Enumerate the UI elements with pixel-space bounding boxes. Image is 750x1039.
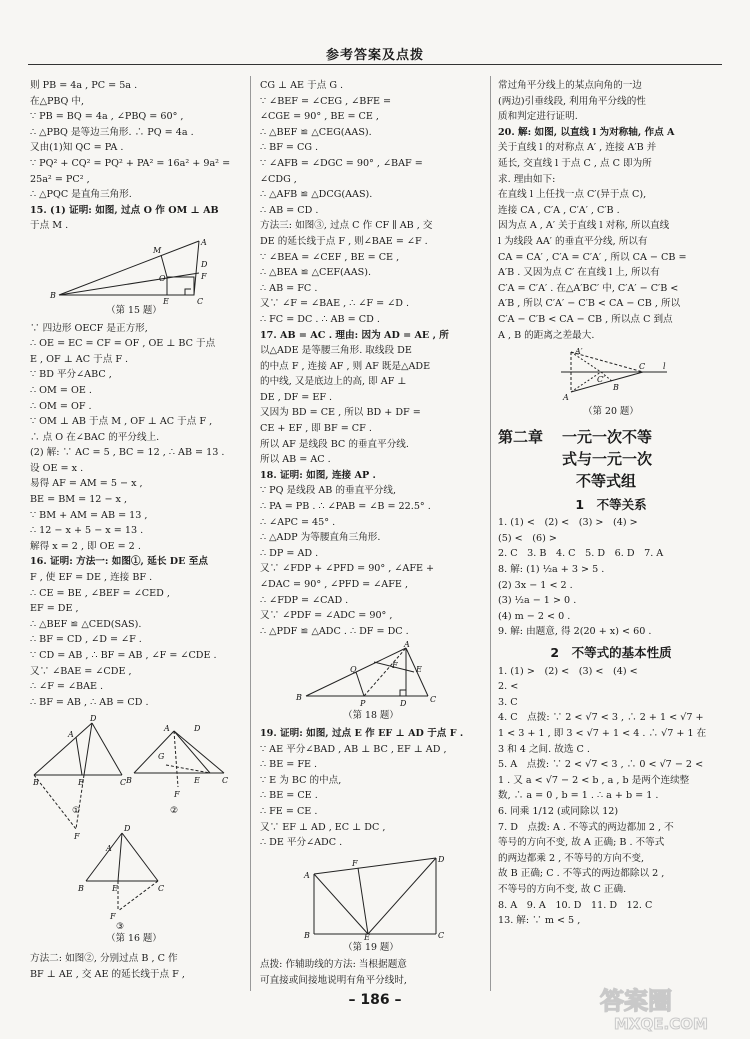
text-line: ∴ △PDF ≌ △ADC . ∴ DF = DC . [260,625,409,637]
label-F: F [174,790,180,800]
question-number-line: 16. 证明: 方法一: 如图①, 延长 DE 至点 [30,556,208,568]
label-F: F [392,661,398,671]
answer-block [498,515,724,640]
label-A: A [164,724,170,734]
label-B: B [33,778,39,788]
text-line: (3) ½a − 1 > 0 . [498,595,577,607]
text-line: BF ⊥ AE , 交 AE 的延长线于点 F , [30,968,185,980]
text-line: 又∵ ∠BAE = ∠CDE , [30,665,132,677]
question-number-line: 20. 解: 如图, 以直线 l 为对称轴, 作点 A [498,126,675,138]
text-line: 连接 CA , C′A , C′A′ , C′B . [498,204,620,216]
text-line: ∴ △BEF ≌ △CED(SAS). [30,618,142,630]
text-line: 关于直线 l 的对称点 A′ , 连接 A′B 并 [498,142,657,154]
column-divider [490,76,491,991]
section-title-2: 2 不等式的基本性质 [550,645,672,661]
text-line: 解得 x = 2 , 即 OE = 2 . [30,540,141,552]
label-A: A [404,640,410,650]
text-line: 于点 M . [30,220,69,232]
text-line: 1. (1) > (2) < (3) < (4) < [498,665,638,677]
text-line: ∵ PQ² + CQ² = PQ² + PA² = 16a² + 9a² = [30,157,231,169]
text-line: 质和判定进行证明. [498,111,578,123]
text-line: ∴ BF = CG . [260,142,319,154]
text-line: ∴ ∠FDP = ∠CAD . [260,594,349,606]
label-E: E [163,296,169,306]
label-A: A [201,237,207,247]
text-line: 在△PBQ 中, [30,95,85,107]
label-C: C [430,695,437,705]
text-line: ∴ △BEA ≌ △CEF(AAS). [260,267,371,279]
text-line: ∵ 四边形 OECF 是正方形, [30,322,148,334]
text-line: 数, ∴ a = 0 , b = 1 . ∴ a + b = 1 . [498,790,659,802]
label-B: B [304,930,310,940]
watermark-text: 答案圈 [600,987,672,1015]
answer-block [260,78,482,639]
text-line: 1 . 又 a < √7 − 2 < b , a , b 是两个连续整 [498,774,690,786]
text-line: 的中线, 又是底边上的高, 即 AF ⊥ [260,376,407,388]
text-line: 的两边都乘 2 , 不等号的方向不变, [498,852,645,864]
answer-block [30,78,238,234]
text-line: ∴ △AFB ≌ △DCG(AAS). [260,189,373,201]
text-line: ∠CDG , [260,173,297,185]
text-line: ∵ CD = AB , ∴ BF = AB , ∠F = ∠CDE . [30,650,217,661]
page-number: – 186 – [348,992,402,1008]
label-E: E [112,884,118,894]
text-line: ∴ DE 平分∠ADC . [260,837,343,849]
text-line: ∴ △BEF ≌ △CEG(AAS). [260,126,372,138]
page-header [0,0,750,66]
label-B: B [613,383,619,393]
text-line: ∴ BF = AB , ∴ AB = CD . [30,696,149,708]
text-line: 4. C 点拨: ∵ 2 < √7 < 3 , ∴ 2 + 1 < √7 + [498,712,704,724]
label-P: P [360,699,366,709]
text-line: 又∵ ∠F = ∠BAE , ∴ ∠F = ∠D . [260,298,410,310]
text-line: 8. 解: (1) ½a + 3 > 5 . [498,564,605,576]
figure-19 [296,854,446,940]
text-line: 又∵ EF ⊥ AD , EC ⊥ DC , [260,821,386,833]
text-line: 故 B 正确; C . 不等式的两边都除以 2 , [498,868,665,880]
label-M: M [153,245,162,255]
answer-block [30,321,238,711]
answer-block [260,957,482,988]
watermark-logo [592,981,742,1033]
text-line: DE 的延长线于点 F , 则∠BAE = ∠F . [260,235,428,247]
text-line: ∴ OM = OE . [30,384,92,396]
text-line: ∴ ∠F = ∠BAE . [30,681,104,693]
label-Q: Q [350,665,357,675]
text-line: 延长, 交直线 l 于点 C , 点 C 即为所 [498,157,652,169]
text-line: ∴ 12 − x + 5 − x = 13 . [30,525,144,537]
label-A: A [304,870,310,880]
header-rule [28,64,722,65]
text-line: ∴ FC = DC . ∴ AB = CD . [260,313,380,325]
text-line: EF = DE , [30,603,79,615]
text-line: 又∵ ∠PDF = ∠ADC = 90° , [260,610,393,622]
text-line: 又因为 BD = CE , 所以 BD + DF = [260,407,421,419]
question-number-line: 17. AB = AC . 理由: 因为 AD = AE , 所 [260,329,449,341]
text-line: ∴ OM = OF . [30,400,92,412]
text-line: 方法三: 如图③, 过点 C 作 CF ∥ AB , 交 [260,220,433,232]
label-B: B [126,776,132,786]
chapter-heading [498,426,724,492]
text-line: ∴ △ADP 为等腰直角三角形. [260,532,381,544]
text-line: (4) m − 2 < 0 . [498,610,571,622]
text-line: 9. 解: 由题意, 得 2(20 + x) < 60 . [498,626,652,638]
question-number-line: 15. (1) 证明: 如图, 过点 O 作 OM ⊥ AB [30,204,219,216]
text-line: (5) < (6) > [498,532,557,544]
text-line: ∴ FE = CE . [260,805,318,817]
text-line: ∴ 点 O 在∠BAC 的平分线上. [30,431,160,443]
text-line: ∴ PA = PB . ∴ ∠PAB = ∠B = 22.5° . [260,501,431,513]
text-line: 8. A 9. A 10. D 11. D 12. C [498,899,653,911]
column-1 [30,78,238,982]
text-line: ∴ AB = CD . [260,204,319,216]
text-line: F , 使 EF = DE , 连接 BF . [30,572,153,584]
label-C: C [120,778,127,788]
figure-20-caption: （第 20 题） [583,406,639,418]
text-line: ∠DAC = 90° , ∠PFD = ∠AFE , [260,579,408,590]
text-line: 等号的方向不变, 故 A 正确; B . 不等式 [498,837,665,849]
text-line: ∴ ∠APC = 45° . [260,516,336,528]
label-F: F [352,858,358,868]
text-line: ∵ E 为 BC 的中点, [260,774,342,786]
label-G: G [158,752,165,762]
figure-15 [49,237,219,306]
figure-index-3: ③ [116,922,125,933]
column-divider [250,76,251,991]
text-line: DE , DF = EF . [260,391,333,403]
label-D: D [124,824,131,834]
text-line: ∵ PB = BQ = 4a , ∠PBQ = 60° , [30,111,184,123]
text-line: ∵ BM + AM = AB = 13 , [30,509,148,521]
text-line: 不等号的方向不变, 故 C 正确. [498,883,627,895]
text-line: 3. C [498,696,518,708]
text-line: CG ⊥ AE 于点 G . [260,80,344,91]
chapter-title-line-3: 不等式组 [576,471,637,490]
text-line: 3 和 4 之间. 故选 C . [498,743,590,755]
figure-18 [296,642,446,708]
text-line: 的中点 F , 连接 AF , 则 AF 既是△ADE [260,360,431,372]
label-D: D [201,259,208,269]
label-D: D [90,714,97,724]
text-line: 所以 AB = AC . [260,454,331,466]
text-line: A′B , 所以 C′A′ − C′B < CA − CB , 所以 [498,298,681,310]
text-line: 设 OE = x . [30,462,84,474]
label-C: C [438,930,445,940]
text-line: 可直接或间接地说明有角平分线时, [260,974,407,986]
text-line: 1. (1) < (2) < (3) > (4) > [498,517,638,529]
text-line: 以△ADE 是等腰三角形. 取线段 DE [260,345,412,357]
figure-18-caption: （第 18 题） [343,710,399,722]
label-A: A [68,730,74,740]
label-l: l [663,362,666,372]
text-line: A , B 的距离之差最大. [498,329,595,341]
label-C1: C′ [597,375,605,385]
text-line: 求. 理由如下: [498,173,556,185]
watermark-url: MXQE.COM [614,1015,708,1033]
figure-16 [34,713,234,931]
text-line: ∴ BF = CD , ∠D = ∠F . [30,634,142,646]
label-A: A [563,393,569,403]
figure-20 [551,346,671,404]
chapter-number: 第二章 [498,427,544,446]
text-line: l 为线段 AA′ 的垂直平分线, 所以有 [498,235,648,247]
label-C: C [158,884,165,894]
figure-15-caption: （第 15 题） [106,304,162,316]
text-line: ∴ △PBQ 是等边三角形. ∴ PQ = 4a . [30,126,194,138]
text-line: CA = CA′ , C′A = C′A′ , 所以 CA − CB = [498,251,687,263]
label-E: E [364,932,370,942]
question-number-line: 19. 证明: 如图, 过点 E 作 EF ⊥ AD 于点 F . [260,727,464,739]
text-line: A′B . 又因为点 C′ 在直线 l 上, 所以有 [498,267,660,279]
text-line: 方法二: 如图②, 分别过点 B , C 作 [30,952,178,964]
label-E: E [194,776,200,786]
text-line: ∵ PQ 是线段 AB 的垂直平分线, [260,485,396,497]
text-line: (两边)引垂线段, 利用角平分线的性 [498,95,646,107]
text-line: BE = BM = 12 − x , [30,494,128,506]
text-line: 6. 同乘 1/12 (或同除以 12) [498,805,619,817]
label-B: B [296,693,302,703]
label-C: C [639,362,646,372]
text-line: ∴ DP = AD . [260,547,319,559]
answer-block [498,664,724,929]
text-line: C′A − C′B < CA − CB , 所以点 C 到点 [498,313,673,325]
text-line: ∴ BE = CE . [260,790,318,802]
answer-block [30,951,238,982]
text-line: ∠CGE = 90° , BE = CE , [260,111,379,123]
label-D: D [194,724,201,734]
label-F: F [110,912,116,922]
label-C: C [197,296,204,306]
text-line: 易得 AF = AM = 5 − x , [30,478,143,490]
label-F: F [74,832,80,842]
text-line: ∵ ∠BEF = ∠CEG , ∠BFE = [260,95,392,107]
text-line: 则 PB = 4a , PC = 5a . [30,80,138,91]
text-line: 又由(1)知 QC = PA . [30,142,124,154]
label-A1: A′ [575,347,583,357]
section-title-1: 1 不等关系 [575,496,647,512]
text-line: C′A = C′A′ . 在△A′BC′ 中, C′A′ − C′B < [498,282,679,294]
text-line: ∴ AB = FC . [260,282,318,294]
page-header-title: 参考答案及点拨 [325,48,424,63]
text-line: 又∵ ∠FDP + ∠PFD = 90° , ∠AFE + [260,563,435,575]
label-O: O [159,273,166,283]
label-E: E [416,665,422,675]
text-line: 因为点 A , A′ 关于直线 l 对称, 所以直线 [498,220,670,232]
text-line: ∴ OE = EC = CF = OF , OE ⊥ BC 于点 [30,338,216,350]
text-line: (2) 解: ∵ AC = 5 , BC = 12 , ∴ AB = 13 . [30,447,225,459]
question-number-line: 18. 证明: 如图, 连接 AP . [260,469,376,481]
figure-16-caption: （第 16 题） [106,933,162,945]
answer-block [498,78,724,343]
chapter-title-line-1: 一元一次不等 [562,427,653,446]
text-line: 在直线 l 上任找一点 C′(异于点 C), [498,189,647,201]
label-C: C [222,776,229,786]
text-line: (2) 3x − 1 < 2 . [498,579,573,591]
text-line: 13. 解: ∵ m < 5 , [498,915,581,927]
column-3 [498,78,724,929]
label-A: A [106,844,112,854]
label-D: D [400,699,407,709]
figure-index-1: ① [72,806,81,817]
column-2 [260,78,482,989]
label-B: B [50,290,56,300]
label-F: F [201,271,207,281]
text-line: E , OF ⊥ AC 于点 F . [30,353,129,365]
label-B: B [78,884,84,894]
text-line: 7. D 点拨: A . 不等式的两边都加 2 , 不 [498,821,674,833]
text-line: 所以 AF 是线段 BC 的垂直平分线. [260,438,409,450]
text-line: ∵ ∠BEA = ∠CEF , BE = CE , [260,251,400,263]
text-line: ∵ ∠AFB = ∠DGC = 90° , ∠BAF = [260,157,423,169]
text-line: ∴ △PQC 是直角三角形. [30,189,132,201]
label-D: D [438,854,445,864]
text-line: ∴ CE = BE , ∠BEF = ∠CED , [30,587,170,599]
text-line: 常过角平分线上的某点向角的一边 [498,80,642,91]
answer-block [260,726,482,851]
label-E: E [78,778,84,788]
text-line: 2. C 3. B 4. C 5. D 6. D 7. A [498,548,664,560]
text-line: 1 < 3 + 1 , 即 3 < √7 + 1 < 4 . ∴ √7 + 1 在 [498,728,707,739]
text-line: ∵ AE 平分∠BAD , AB ⊥ BC , EF ⊥ AD , [260,743,447,755]
figure-index-2: ② [170,806,179,817]
figure-19-caption: （第 19 题） [343,941,399,953]
text-line: 2. < [498,681,519,693]
text-line: 25a² = PC² , [30,173,90,185]
text-line: 点拨: 作辅助线的方法: 当根据题意 [260,959,407,971]
chapter-title-line-2: 式与一元一次 [562,449,653,468]
text-line: ∵ OM ⊥ AB 于点 M , OF ⊥ AC 于点 F , [30,416,213,428]
text-line: 5. A 点拨: ∵ 2 < √7 < 3 , ∴ 0 < √7 − 2 < [498,759,704,771]
text-line: ∴ BE = FE . [260,759,318,771]
text-line: ∵ BD 平分∠ABC , [30,369,112,381]
text-line: CE + EF , 即 BF = CF . [260,423,372,435]
